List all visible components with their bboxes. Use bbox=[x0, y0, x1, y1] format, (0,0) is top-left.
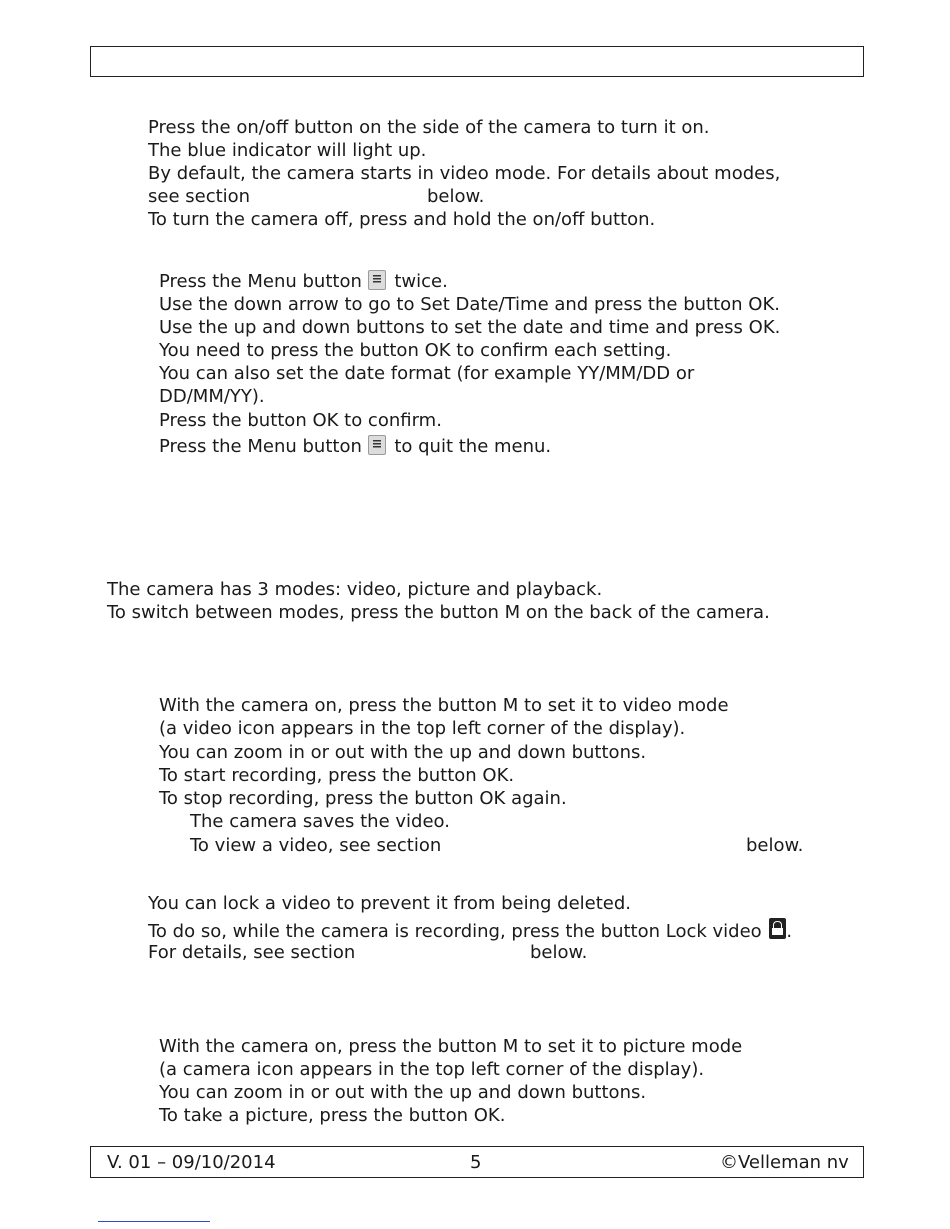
video-line-3: You can zoom in or out with the up and down buttons. bbox=[159, 742, 647, 763]
power-line-5: To turn the camera off, press and hold the on/off button. bbox=[148, 209, 656, 230]
video-line-5: To stop recording, press the button OK again. bbox=[159, 788, 567, 809]
menu-icon bbox=[368, 435, 386, 455]
footer-page-number: 5 bbox=[470, 1152, 482, 1173]
lock-line-1: You can lock a video to prevent it from being deleted. bbox=[148, 893, 632, 914]
power-line-4a: see section bbox=[148, 186, 251, 207]
lock-line-3-before: For details, see section bbox=[148, 942, 356, 963]
lock-line-2-before: To do so, while the camera is recording, press the button Lock video bbox=[148, 921, 762, 942]
date-line-8 bbox=[159, 435, 551, 458]
footer-copyright: ©Velleman nv bbox=[720, 1152, 849, 1173]
date-line-7: Press the button OK to confirm. bbox=[159, 410, 442, 431]
picture-line-2: (a camera icon appears in the top left corner of the display). bbox=[159, 1059, 705, 1080]
lock-line-2 bbox=[148, 918, 792, 943]
date-line-8-after: to quit the menu. bbox=[394, 436, 552, 457]
picture-line-1: With the camera on, press the button M to set it to picture mode bbox=[159, 1036, 743, 1057]
date-line-4: You need to press the button OK to confirm each setting. bbox=[159, 340, 672, 361]
video-line-2: (a video icon appears in the top left corner of the display). bbox=[159, 718, 686, 739]
power-line-2: The blue indicator will light up. bbox=[148, 140, 427, 161]
power-line-1: Press the on/off button on the side of the camera to turn it on. bbox=[148, 117, 710, 138]
picture-line-4: To take a picture, press the button OK. bbox=[159, 1105, 506, 1126]
power-line-4b: below. bbox=[427, 186, 485, 207]
modes-intro-line-1: The camera has 3 modes: video, picture and playback. bbox=[107, 579, 603, 600]
lock-icon bbox=[769, 918, 786, 939]
date-line-3: Use the up and down buttons to set the date and time and press OK. bbox=[159, 317, 781, 338]
video-line-4: To start recording, press the button OK. bbox=[159, 765, 515, 786]
date-line-1-before: Press the Menu button bbox=[159, 271, 362, 292]
date-line-1 bbox=[159, 270, 448, 293]
picture-line-3: You can zoom in or out with the up and down buttons. bbox=[159, 1082, 647, 1103]
video-line-1: With the camera on, press the button M to set it to video mode bbox=[159, 695, 729, 716]
video-sub-view-before: To view a video, see section bbox=[190, 835, 442, 856]
date-line-1-after: twice. bbox=[394, 271, 448, 292]
footer-version: V. 01 – 09/10/2014 bbox=[107, 1152, 276, 1173]
power-line-3: By default, the camera starts in video mode. For details about modes, bbox=[148, 163, 781, 184]
date-line-5: You can also set the date format (for example YY/MM/DD or bbox=[159, 363, 695, 384]
page-header-box bbox=[90, 46, 864, 77]
date-line-2: Use the down arrow to go to Set Date/Time and press the button OK. bbox=[159, 294, 780, 315]
date-line-6: DD/MM/YY). bbox=[159, 386, 265, 407]
date-line-8-before: Press the Menu button bbox=[159, 436, 362, 457]
lock-line-3-after: below. bbox=[530, 942, 588, 963]
lock-line-2-after: . bbox=[786, 921, 793, 942]
video-sub-view-after: below. bbox=[746, 835, 804, 856]
menu-icon bbox=[368, 270, 386, 290]
video-sub-saves: The camera saves the video. bbox=[190, 811, 450, 832]
bottom-rule bbox=[98, 1221, 210, 1222]
modes-intro-line-2: To switch between modes, press the button M on the back of the camera. bbox=[107, 602, 770, 623]
